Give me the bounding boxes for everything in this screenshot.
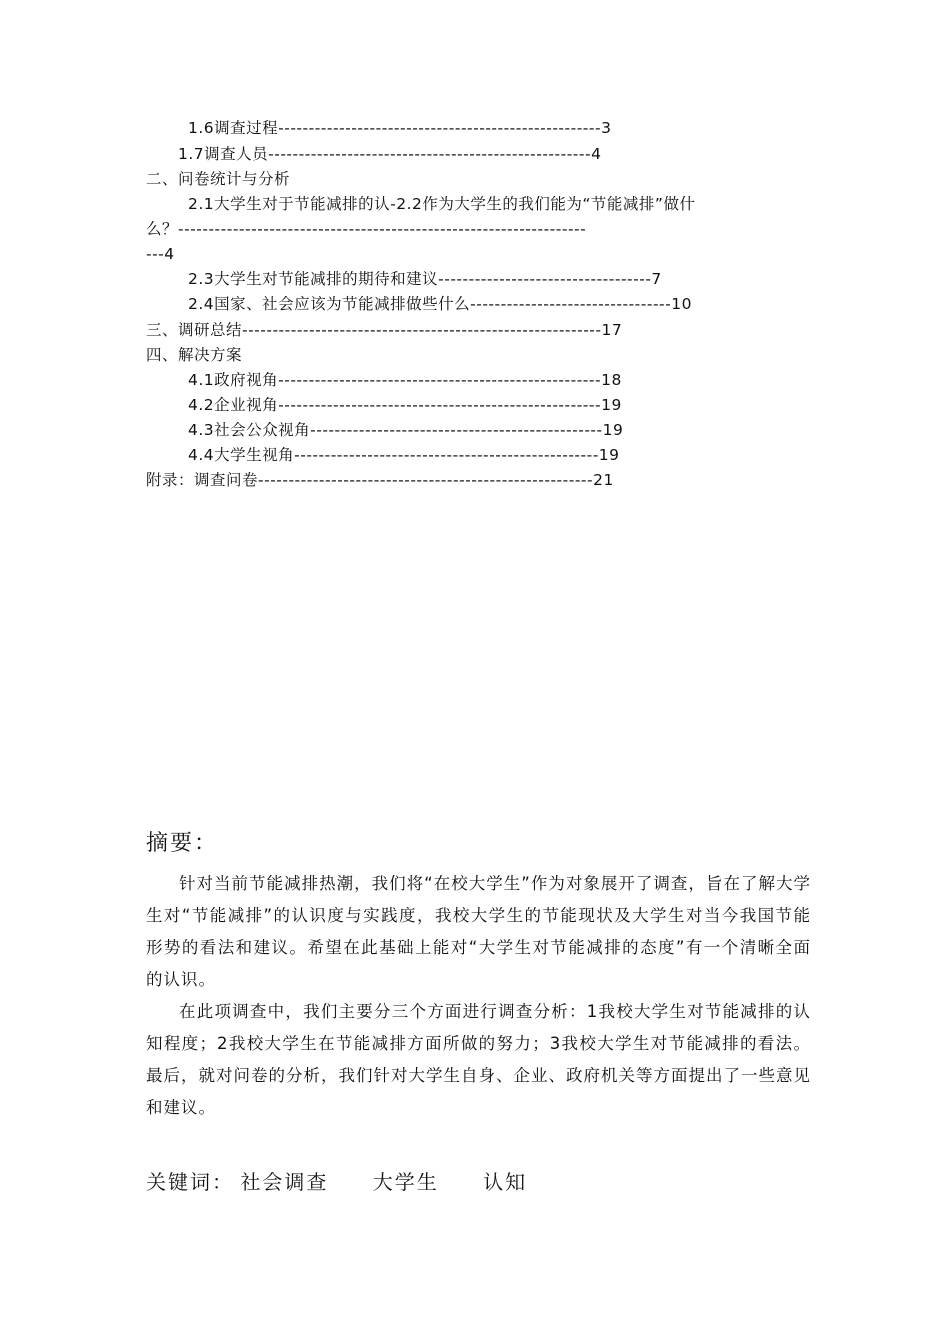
keyword-item: 社会调查 [240,1170,329,1194]
toc-entry-4-2: 4.2企业视角-----------------------------------------------------19 [188,396,622,414]
abstract-paragraph-1: 针对当前节能减排热潮，我们将“在校大学生”作为对象展开了调查，旨在了解大学生对“节能减排”的认识度与实践度，我校大学生的节能现状及大学生对当今我国节能形势的看法和建议。希望在此基础上能对“大学生对节能减排的态度”有一个清晰全面的认识。 [146,874,811,989]
toc-entry-4-4: 4.4大学生视角--------------------------------------------------19 [188,446,620,464]
keywords-label: 关键词： [146,1170,234,1194]
toc-entry-2-1-line3: ---4 [146,245,175,263]
keyword-item: 大学生 [372,1170,439,1194]
toc-entry-2-4: 2.4国家、社会应该为节能减排做些什么---------------------------------10 [188,295,692,313]
toc-entry-1-7: 1.7调查人员-----------------------------------------------------4 [178,145,602,163]
toc-entry-4-3: 4.3社会公众视角------------------------------------------------19 [188,421,624,439]
abstract-paragraph-2: 在此项调查中，我们主要分三个方面进行调查分析：1我校大学生对节能减排的认知程度；2我校大学生在节能减排方面所做的努力；3我校大学生对节能减排的看法。最后，就对问卷的分析，我们针对大学生自身、企业、政府机关等方面提出了一些意见和建议。 [146,1002,811,1117]
toc-entry-4: 四、解决方案 [146,346,243,364]
toc-entry-4-1: 4.1政府视角-----------------------------------------------------18 [188,371,622,389]
toc-entry-1-6: 1.6调查过程-----------------------------------------------------3 [188,119,612,137]
toc-entry-2-1-line2: 么？------------------------------------------------------------------- [146,220,587,238]
toc-entry-2-1-line1: 2.1大学生对于节能减排的认-2.2作为大学生的我们能为“节能减排”做什 [188,195,696,213]
keyword-item: 认知 [483,1170,528,1194]
toc-entry-2: 二、问卷统计与分析 [146,170,291,188]
toc-entry-appendix: 附录：调查问卷-------------------------------------------------------21 [146,471,614,489]
toc-entry-3: 三、调研总结-----------------------------------------------------------17 [146,321,623,339]
abstract-title: 摘要： [146,831,219,856]
keywords [146,1166,527,1195]
toc-entry-2-3: 2.3大学生对节能减排的期待和建议-----------------------------------7 [188,270,662,288]
